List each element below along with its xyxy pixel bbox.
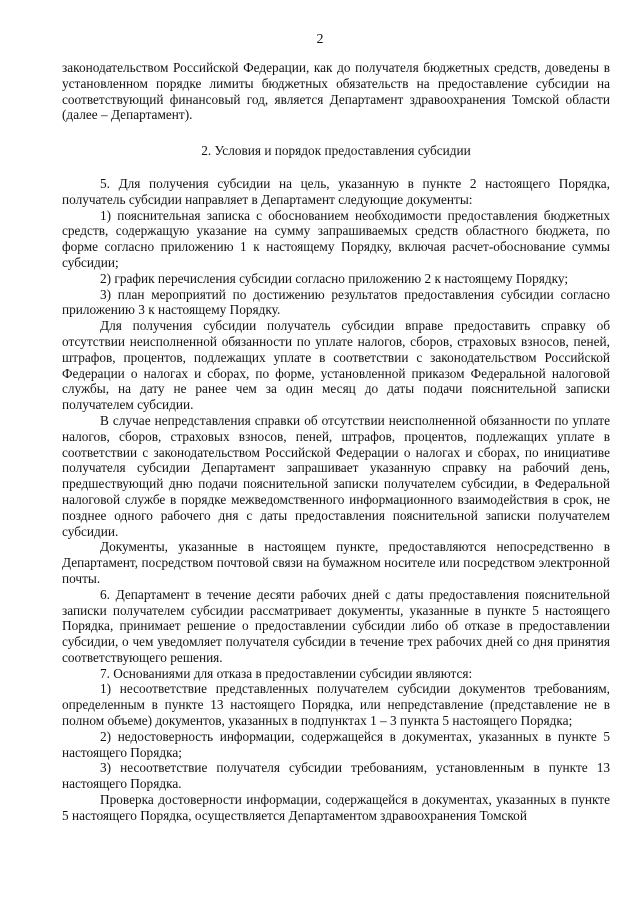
- paragraph-item-7: 7. Основаниями для отказа в предоставлении субсидии являются:: [100, 665, 473, 681]
- page-number: 2: [316, 32, 324, 47]
- paragraph-refusal-2: 2) недостоверность информации, содержащейся в документах, указанных в пункте 5 настоящего Порядка;: [62, 728, 610, 760]
- paragraph-subitem-2: 2) график перечисления субсидии согласно приложению 2 к настоящему Порядку;: [100, 270, 569, 286]
- paragraph-refusal-3: 3) несоответствие получателя субсидии требованиям, установленным в пункте 13 настоящего Порядка.: [62, 760, 610, 792]
- paragraph-subitem-1: 1) пояснительная записка с обоснованием необходимости предоставления бюджетных средств, содержащую указание на сумму запрашиваемых средств областного бюджета, по форме согласно приложению 1 к настоящему Порядку, включая расчет-обоснование суммы субсидии;: [62, 207, 610, 270]
- paragraph-subitem-3: 3) план мероприятий по достижению результатов предоставления субсидии согласно приложению 3 к настоящему Порядку.: [62, 286, 610, 318]
- paragraph-documents-delivery: Документы, указанные в настоящем пункте, предоставляются непосредственно в Департамент, посредством почтовой связи на бумажном носителе или посредством электронной почты.: [62, 539, 610, 586]
- paragraph-refusal-1: 1) несоответствие представленных получателем субсидии документов требованиям, определенным в пункте 13 настоящего Порядка, или непредставление (представление не в полном объеме) документов, указанных в подпунктах 1 – 3 пункта 5 настоящего Порядка;: [62, 681, 610, 729]
- paragraph-tax-request: В случае непредставления справки об отсутствии неисполненной обязанности по уплате налогов, сборов, страховых взносов, пеней, штрафов, процентов, подлежащих уплате в соответствии с законодательством Российской Федерации о налогах и сборах, по инициативе получателя субсидии Департамент запрашивает указанную справку на рабочий день, предшествующий дню подачи пояснительной записки получателем субсидии, в Федеральной налоговой службе в порядке межведомственного информационного взаимодействия в срок, не позднее одного рабочего дня с даты предоставления пояснительной записки получателем субсидии.: [62, 412, 610, 539]
- section-heading: 2. Условия и порядок предоставления субсидии: [201, 143, 471, 159]
- paragraph-item-5: 5. Для получения субсидии на цель, указанную в пункте 2 настоящего Порядка, получатель субсидии направляет в Департамент следующие документы:: [62, 175, 610, 207]
- paragraph-item-6: 6. Департамент в течение десяти рабочих дней с даты предоставления пояснительной записки получателем субсидии рассматривает документы, указанные в пункте 5 настоящего Порядка, принимает решение о предоставлении субсидии либо об отказе в предоставлении субсидии, о чем уведомляет получателя субсидии в течение трех рабочих дней со дня принятия соответствующего решения.: [62, 586, 610, 665]
- paragraph-continuation: законодательством Российской Федерации, как до получателя бюджетных средств, доведены в установленном порядке лимиты бюджетных обязательств на предоставление субсидии на соответствующий финансовый год, является Департамент здравоохранения Томской области (далее – Департамент).: [62, 60, 610, 123]
- document-body: [62, 60, 610, 824]
- paragraph-verification: Проверка достоверности информации, содержащейся в документах, указанных в пункте 5 настоящего Порядка, осуществляется Департаментом здравоохранения Томской: [62, 792, 610, 823]
- paragraph-tax-certificate: Для получения субсидии получатель субсидии вправе предоставить справку об отсутствии неисполненной обязанности по уплате налогов, сборов, страховых взносов, пеней, штрафов, процентов, подлежащих уплате в соответствии с законодательством Российской Федерации о налогах и сборах, по форме, установленной приказом Федеральной налоговой службы, на дату не ранее чем за один месяц до даты подачи пояснительной записки получателем субсидии.: [62, 318, 610, 413]
